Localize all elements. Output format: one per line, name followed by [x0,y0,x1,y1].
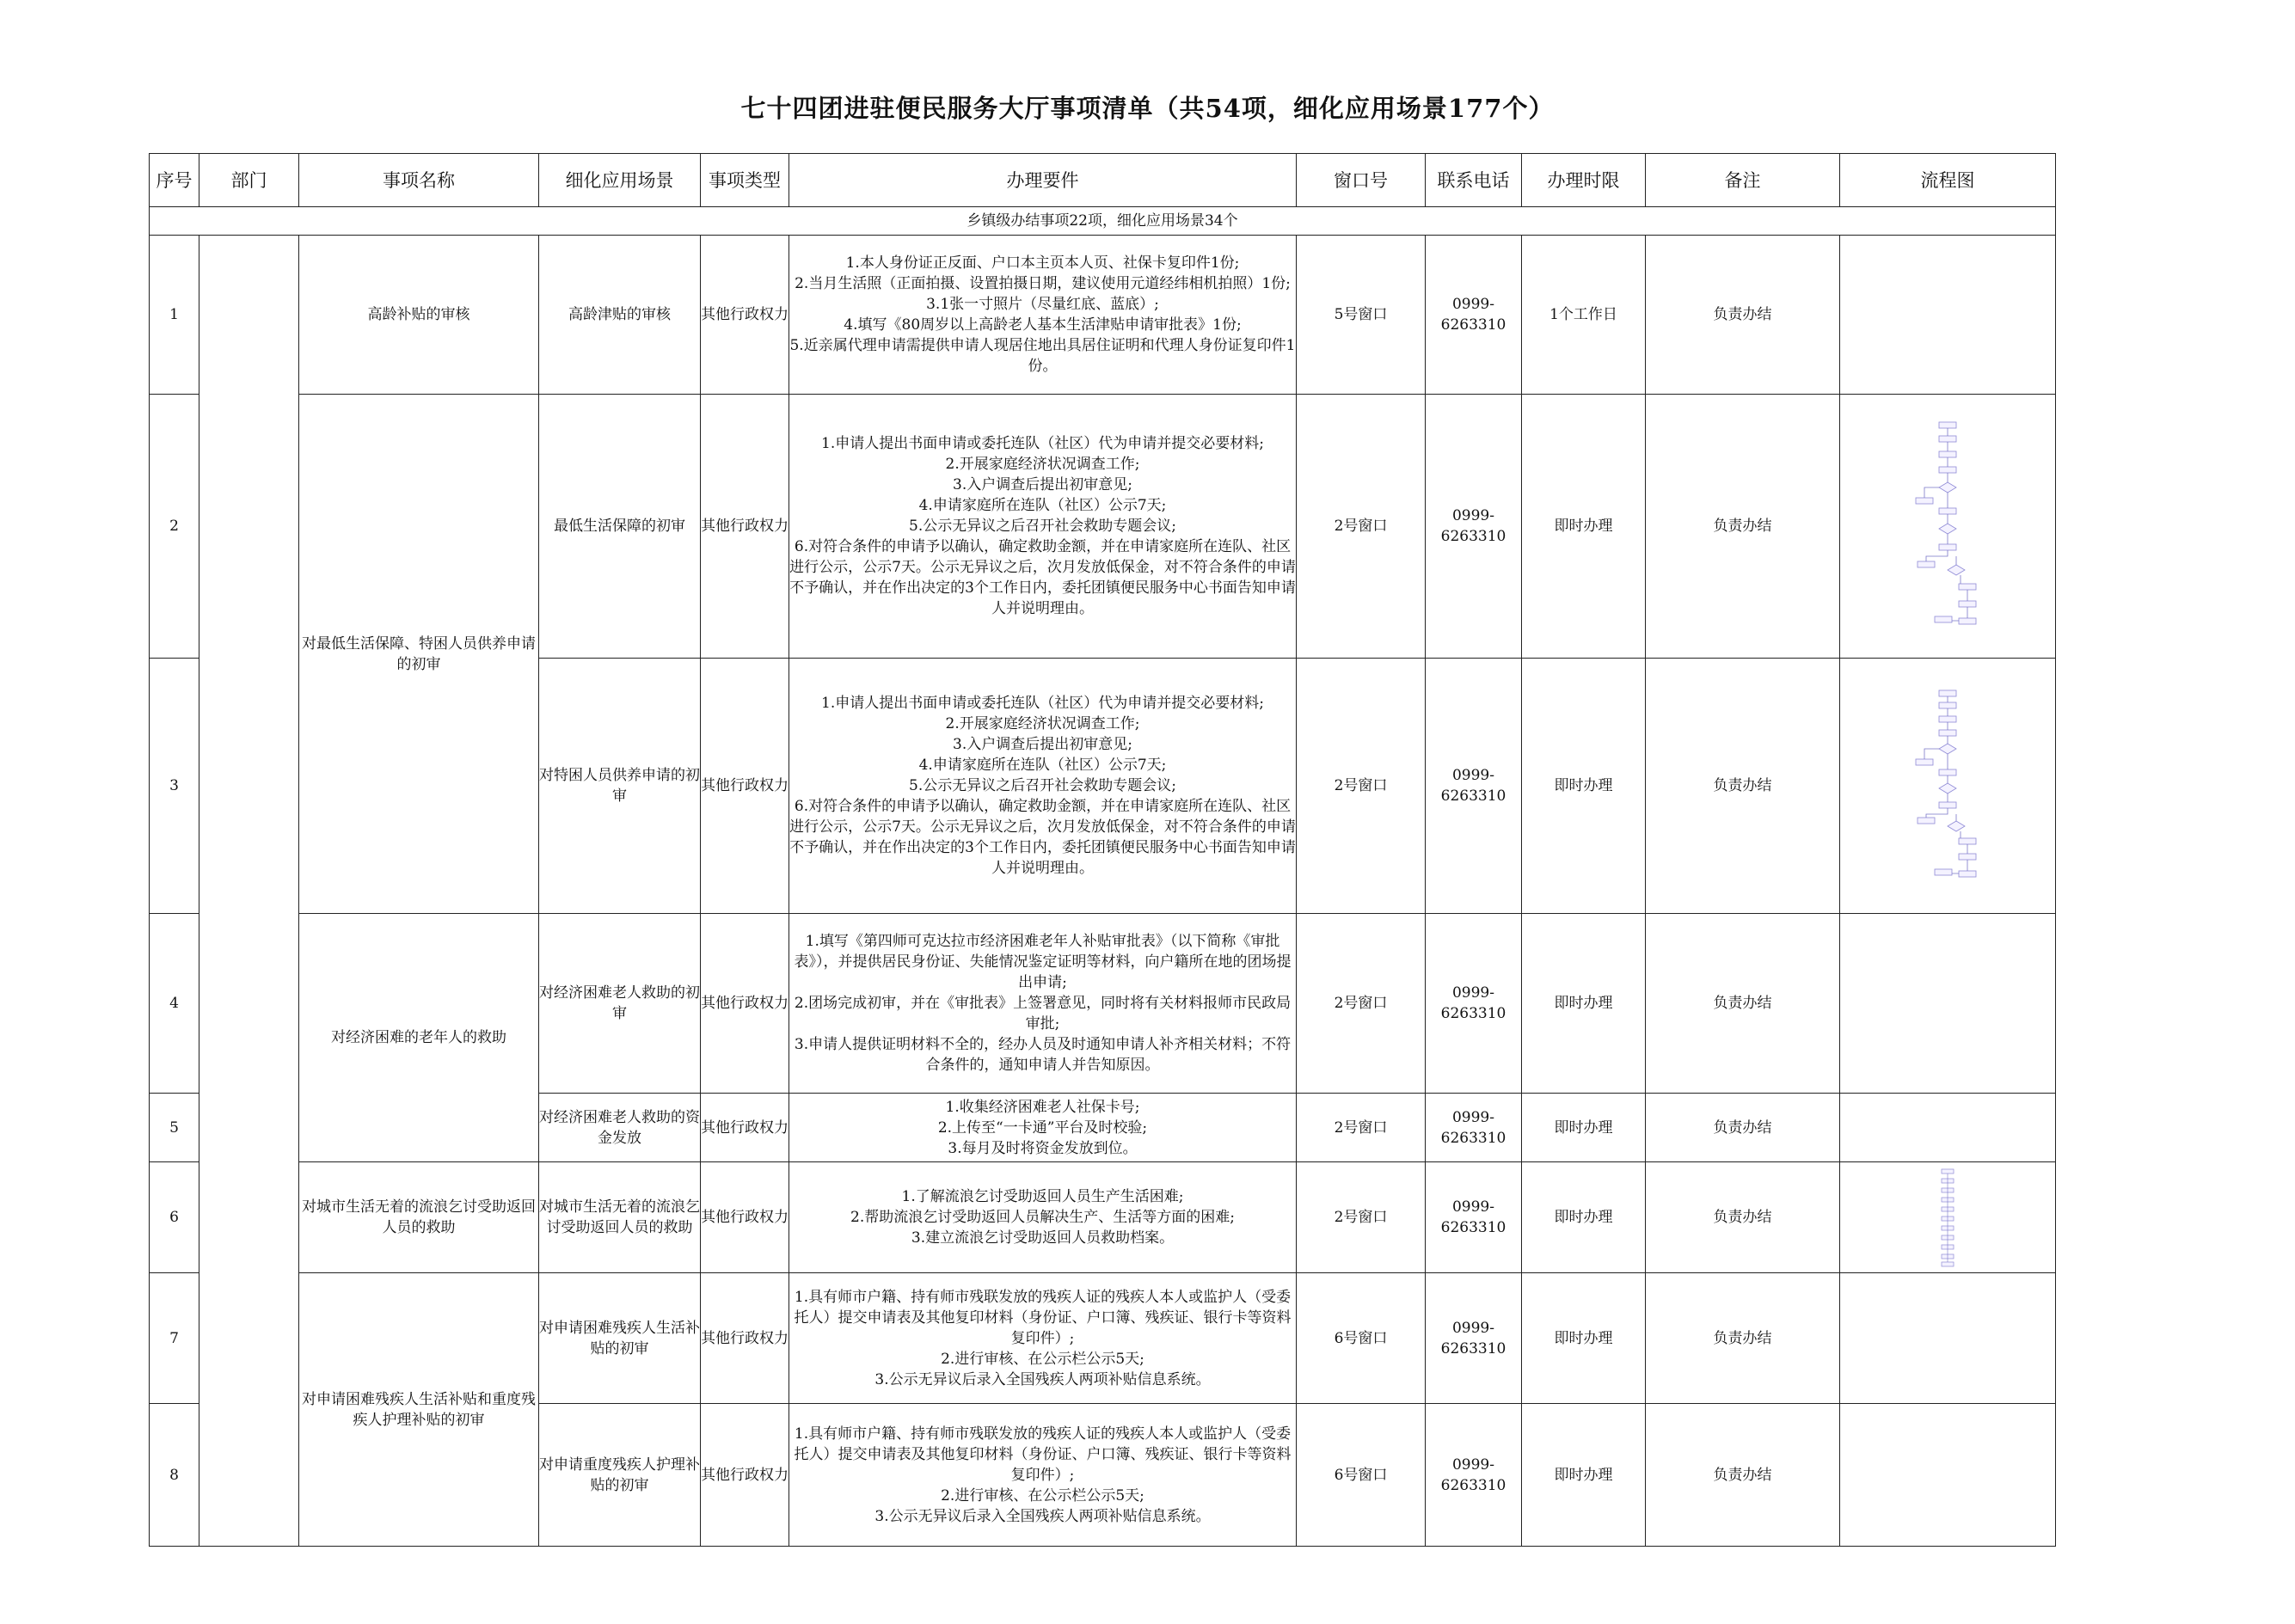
cell-req: 1.具有师市户籍、持有师市残联发放的残疾人证的残疾人本人或监护人（受委托人）提交申请表及其他复印材料（身份证、户口簿、残疾证、银行卡等资料复印件）; 2.进行审核、在公示栏公示5天; 3.公示无异议后录入全国残疾人两项补贴信息系统。 [789,1404,1297,1547]
cell-flow [1840,395,2056,659]
cell-scene: 对申请困难残疾人生活补贴的初审 [539,1273,701,1404]
cell-window: 2号窗口 [1297,914,1426,1094]
cell-type: 其他行政权力 [701,1094,789,1162]
table-row [150,1273,2056,1404]
flowchart-image [1840,419,2055,634]
header-dept: 部门 [199,154,299,207]
cell-name: 对最低生活保障、特困人员供养申请的初审 [299,395,539,914]
cell-note: 负责办结 [1646,1094,1840,1162]
cell-phone: 0999-6263310 [1426,1094,1522,1162]
cell-window: 5号窗口 [1297,236,1426,395]
flowchart-image [1840,1167,2055,1268]
cell-phone: 0999-6263310 [1426,659,1522,914]
cell-req: 1.申请人提出书面申请或委托连队（社区）代为申请并提交必要材料; 2.开展家庭经济状况调查工作; 3.入户调查后提出初审意见; 4.申请家庭所在连队（社区）公示7天; 5.公示无异议之后召开社会救助专题会议; 6.对符合条件的申请予以确认，确定救助金额，并在申请家庭所在连队、社区进行公示，公示7天。公示无异议之后，次月发放低保金，对不符合条件的申请不予确认，并在作出决定的3个工作日内，委托团镇便民服务中心书面告知申请人并说明理由。 [789,659,1297,914]
cell-req: 1.填写《第四师可克达拉市经济困难老年人补贴审批表》（以下简称《审批表》），并提供居民身份证、失能情况鉴定证明等材料，向户籍所在地的团场提出申请; 2.团场完成初审，并在《审批表》上签署意见，同时将有关材料报师市民政局审批; 3.申请人提供证明材料不全的，经办人员及时通知申请人补齐相关材料；不符合条件的，通知申请人并告知原因。 [789,914,1297,1094]
cell-req: 1.申请人提出书面申请或委托连队（社区）代为申请并提交必要材料; 2.开展家庭经济状况调查工作; 3.入户调查后提出初审意见; 4.申请家庭所在连队（社区）公示7天; 5.公示无异议之后召开社会救助专题会议; 6.对符合条件的申请予以确认，确定救助金额，并在申请家庭所在连队、社区进行公示，公示7天。公示无异议之后，次月发放低保金，对不符合条件的申请不予确认，并在作出决定的3个工作日内，委托团镇便民服务中心书面告知申请人并说明理由。 [789,395,1297,659]
cell-limit: 即时办理 [1522,659,1646,914]
cell-no: 1 [150,236,199,395]
header-no: 序号 [150,154,199,207]
cell-name: 对城市生活无着的流浪乞讨受助返回人员的救助 [299,1162,539,1273]
cell-type: 其他行政权力 [701,236,789,395]
header-req: 办理要件 [789,154,1297,207]
cell-no: 6 [150,1162,199,1273]
cell-limit: 即时办理 [1522,1094,1646,1162]
cell-phone: 0999-6263310 [1426,1404,1522,1547]
table-row [150,236,2056,395]
header-row [150,154,2056,207]
cell-flow [1840,914,2056,1094]
cell-window: 2号窗口 [1297,395,1426,659]
cell-type: 其他行政权力 [701,1162,789,1273]
cell-note: 负责办结 [1646,1162,1840,1273]
cell-type: 其他行政权力 [701,1404,789,1547]
cell-type: 其他行政权力 [701,659,789,914]
cell-req: 1.本人身份证正反面、户口本主页本人页、社保卡复印件1份; 2.当月生活照（正面拍摄、设置拍摄日期，建议使用元道经纬相机拍照）1份; 3.1张一寸照片（尽量红底、蓝底）; 4.填写《80周岁以上高龄老人基本生活津贴申请审批表》1份; 5.近亲属代理申请需提供申请人现居住地出具居住证明和代理人身份证复印件1份。 [789,236,1297,395]
cell-phone: 0999-6263310 [1426,236,1522,395]
cell-limit: 即时办理 [1522,1273,1646,1404]
header-flow: 流程图 [1840,154,2056,207]
cell-flow [1840,1094,2056,1162]
cell-no: 8 [150,1404,199,1547]
cell-limit: 即时办理 [1522,914,1646,1094]
cell-scene: 高龄津贴的审核 [539,236,701,395]
section-row [150,207,2056,236]
header-limit: 办理时限 [1522,154,1646,207]
cell-flow [1840,1162,2056,1273]
cell-window: 2号窗口 [1297,659,1426,914]
table-row [150,395,2056,659]
cell-scene: 最低生活保障的初审 [539,395,701,659]
cell-note: 负责办结 [1646,659,1840,914]
header-window: 窗口号 [1297,154,1426,207]
header-name: 事项名称 [299,154,539,207]
cell-note: 负责办结 [1646,914,1840,1094]
cell-type: 其他行政权力 [701,1273,789,1404]
cell-scene: 对经济困难老人救助的初审 [539,914,701,1094]
cell-phone: 0999-6263310 [1426,395,1522,659]
cell-dept [199,236,299,1547]
cell-name: 对申请困难残疾人生活补贴和重度残疾人护理补贴的初审 [299,1273,539,1547]
cell-no: 5 [150,1094,199,1162]
cell-name: 高龄补贴的审核 [299,236,539,395]
cell-window: 2号窗口 [1297,1162,1426,1273]
cell-limit: 即时办理 [1522,395,1646,659]
header-phone: 联系电话 [1426,154,1522,207]
cell-phone: 0999-6263310 [1426,914,1522,1094]
cell-flow [1840,1404,2056,1547]
page-title: 七十四团进驻便民服务大厅事项清单（共54项，细化应用场景177个） [740,94,1555,123]
cell-limit: 即时办理 [1522,1404,1646,1547]
cell-limit: 即时办理 [1522,1162,1646,1273]
service-table [149,153,2056,1547]
cell-req: 1.了解流浪乞讨受助返回人员生产生活困难; 2.帮助流浪乞讨受助返回人员解决生产、生活等方面的困难; 3.建立流浪乞讨受助返回人员救助档案。 [789,1162,1297,1273]
cell-phone: 0999-6263310 [1426,1162,1522,1273]
cell-scene: 对经济困难老人救助的资金发放 [539,1094,701,1162]
cell-phone: 0999-6263310 [1426,1273,1522,1404]
header-note: 备注 [1646,154,1840,207]
cell-scene: 对申请重度残疾人护理补贴的初审 [539,1404,701,1547]
cell-note: 负责办结 [1646,236,1840,395]
cell-note: 负责办结 [1646,1273,1840,1404]
cell-no: 2 [150,395,199,659]
cell-no: 7 [150,1273,199,1404]
cell-scene: 对城市生活无着的流浪乞讨受助返回人员的救助 [539,1162,701,1273]
flowchart-image [1840,687,2055,885]
cell-flow [1840,1273,2056,1404]
cell-limit: 1个工作日 [1522,236,1646,395]
cell-no: 3 [150,659,199,914]
cell-name: 对经济困难的老年人的救助 [299,914,539,1162]
cell-type: 其他行政权力 [701,395,789,659]
cell-no: 4 [150,914,199,1094]
header-type: 事项类型 [701,154,789,207]
cell-window: 2号窗口 [1297,1094,1426,1162]
cell-note: 负责办结 [1646,1404,1840,1547]
cell-flow [1840,659,2056,914]
cell-req: 1.收集经济困难老人社保卡号; 2.上传至“一卡通”平台及时校验; 3.每月及时将资金发放到位。 [789,1094,1297,1162]
cell-note: 负责办结 [1646,395,1840,659]
table-row [150,914,2056,1094]
cell-window: 6号窗口 [1297,1404,1426,1547]
cell-window: 6号窗口 [1297,1273,1426,1404]
header-scene: 细化应用场景 [539,154,701,207]
cell-flow [1840,236,2056,395]
cell-req: 1.具有师市户籍、持有师市残联发放的残疾人证的残疾人本人或监护人（受委托人）提交申请表及其他复印材料（身份证、户口簿、残疾证、银行卡等资料复印件）; 2.进行审核、在公示栏公示5天; 3.公示无异议后录入全国残疾人两项补贴信息系统。 [789,1273,1297,1404]
section-label: 乡镇级办结事项22项，细化应用场景34个 [150,207,2056,236]
table-row [150,1162,2056,1273]
cell-scene: 对特困人员供养申请的初审 [539,659,701,914]
cell-type: 其他行政权力 [701,914,789,1094]
